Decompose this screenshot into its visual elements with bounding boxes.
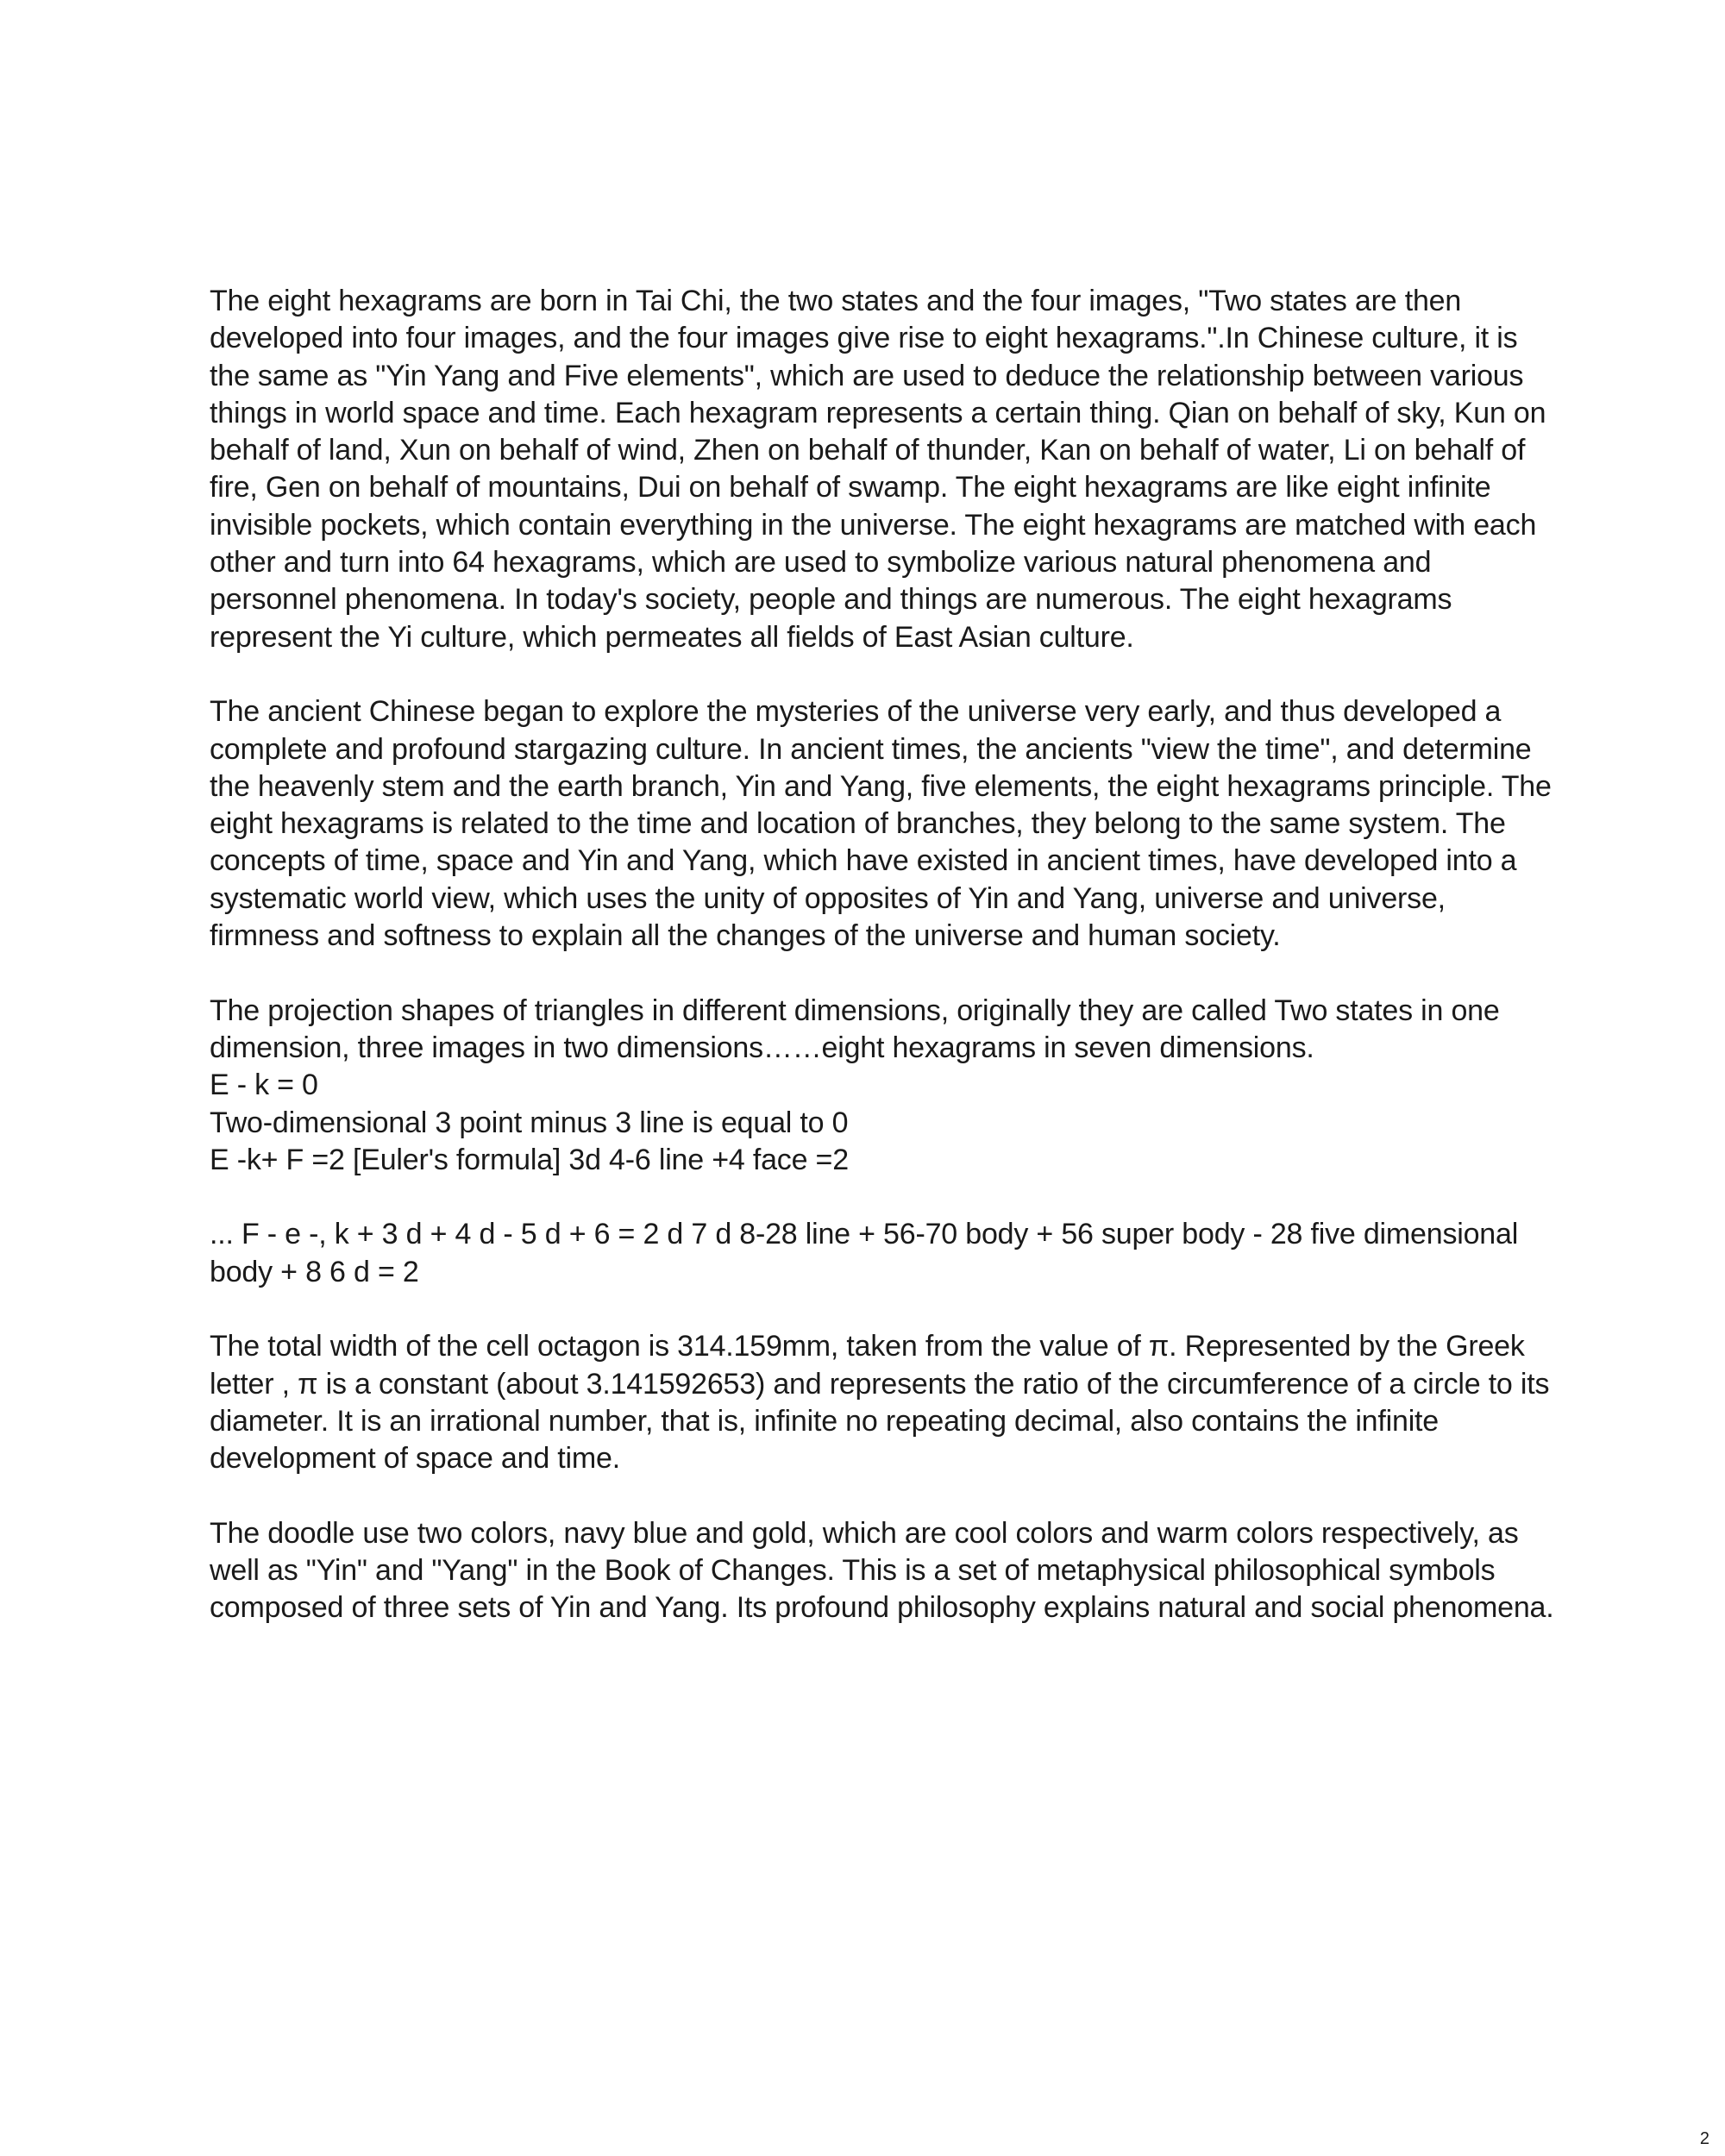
- paragraph-projection-shapes: The projection shapes of triangles in different dimensions, originally they are called Two states in one dimension, three images in two dimensions……eight hexagrams in seven dimensions.: [210, 993, 1500, 1064]
- paragraph-spacer: [210, 1179, 1555, 1216]
- paragraph-spacer: [210, 1478, 1555, 1515]
- paragraph-spacer: [210, 1291, 1555, 1328]
- paragraph-ancient-stargazing: The ancient Chinese began to explore the mysteries of the universe very early, and thus developed a complete and profound stargazing culture. In ancient times, the ancients "view the time", and determine the heavenly stem and the earth branch, Yin and Yang, five elements, the eight hexagrams principle. The eight hexagrams is related to the time and location of branches, they belong to the same system. The concepts of time, space and Yin and Yang, which have existed in ancient times, have developed into a systematic world view, which uses the unity of opposites of Yin and Yang, universe and universe, firmness and softness to explain all the changes of the universe and human society.: [210, 695, 1552, 953]
- paragraph-dimension-formula: ... F - e -, k + 3 d + 4 d - 5 d + 6 = 2 d 7 d 8-28 line + 56-70 body + 56 super body - 28 five dimensional body + 8 6 d = 2: [210, 1218, 1519, 1288]
- formula-line: Two-dimensional 3 point minus 3 line is equal to 0: [210, 1106, 849, 1139]
- formula-line: E -k+ F =2 [Euler's formula] 3d 4-6 line +4 face =2: [210, 1143, 849, 1176]
- paragraph-doodle-colors: The doodle use two colors, navy blue and gold, which are cool colors and warm colors respectively, as well as "Yin" and "Yang" in the Book of Changes. This is a set of metaphysical philosophical symbols composed of three sets of Yin and Yang. Its profound philosophy explains natural and social phenomena.: [210, 1516, 1554, 1625]
- paragraph-octagon-pi: The total width of the cell octagon is 314.159mm, taken from the value of π. Represented by the Greek letter , π is a constant (about 3.141592653) and represents the ratio of the circumference of a circle to its diameter. It is an irrational number, that is, infinite no repeating decimal, also contains the infinite development of space and time.: [210, 1330, 1550, 1476]
- paragraph-spacer: [210, 656, 1555, 693]
- page-number: 2: [1699, 2129, 1709, 2148]
- formula-line: E - k = 0: [210, 1069, 318, 1102]
- body-text: [210, 283, 1555, 1627]
- paragraph-spacer: [210, 955, 1555, 992]
- paragraph-eight-hexagrams: The eight hexagrams are born in Tai Chi, the two states and the four images, "Two states are then developed into four images, and the four images give rise to eight hexagrams.".In Chinese culture, it is the same as "Yin Yang and Five elements", which are used to deduce the relationship between various things in world space and time. Each hexagram represents a certain thing. Qian on behalf of sky, Kun on behalf of land, Xun on behalf of wind, Zhen on behalf of thunder, Kan on behalf of water, Li on behalf of fire, Gen on behalf of mountains, Dui on behalf of swamp. The eight hexagrams are like eight infinite invisible pockets, which contain everything in the universe. The eight hexagrams are matched with each other and turn into 64 hexagrams, which are used to symbolize various natural phenomena and personnel phenomena. In today's society, people and things are numerous. The eight hexagrams represent the Yi culture, which permeates all fields of East Asian culture.: [210, 285, 1546, 654]
